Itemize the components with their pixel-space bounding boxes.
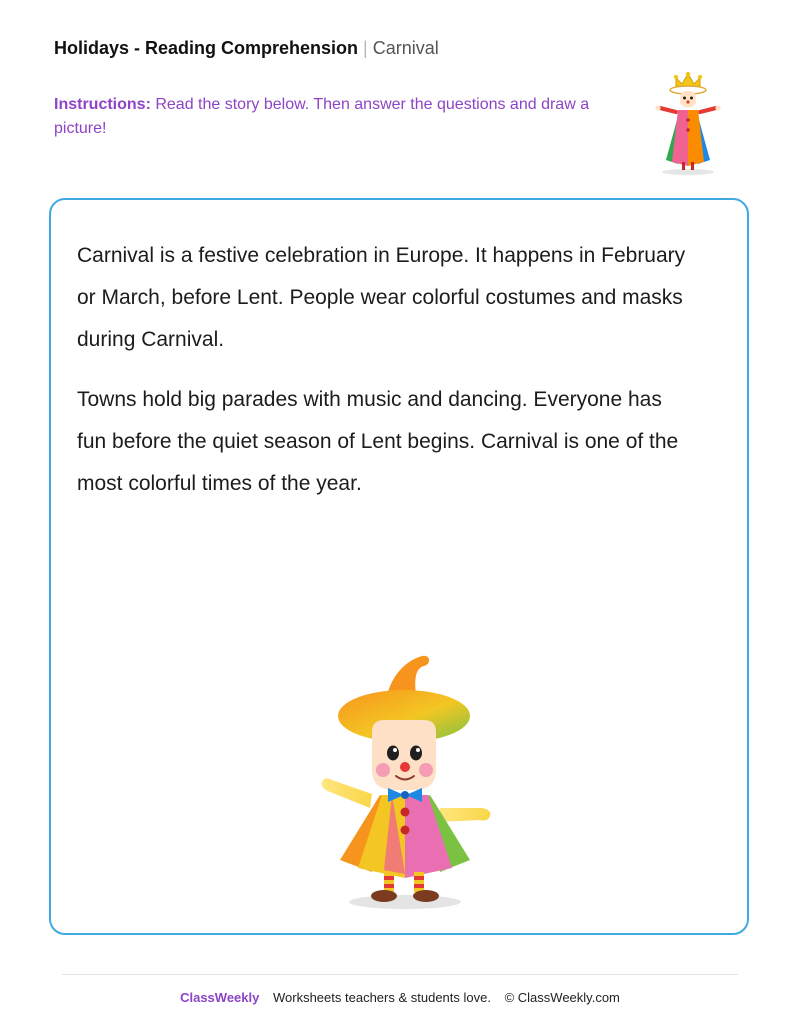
- story-paragraph: Towns hold big parades with music and dancing. Everyone has fun before the quiet season of Lent begins. Carnival is one of the most colorful times of the year.: [77, 388, 679, 495]
- story-text: [77, 235, 687, 523]
- story-paragraph: Carnival is a festive celebration in Europe. It happens in February or March, before Lent. People wear colorful costumes and masks during Carnival.: [77, 244, 686, 351]
- footer: [0, 990, 800, 1005]
- footer-copyright: © ClassWeekly.com: [504, 990, 620, 1005]
- instructions: [54, 93, 614, 141]
- worksheet-header: [54, 37, 439, 59]
- instructions-label: Instructions:: [54, 96, 151, 113]
- footer-divider: [62, 974, 738, 975]
- footer-tagline: Worksheets teachers & students love.: [272, 990, 491, 1005]
- clown-illustration: [310, 650, 500, 912]
- instructions-text: Read the story below. Then answer the questions and draw a picture!: [54, 96, 590, 137]
- footer-brand[interactable]: ClassWeekly: [180, 990, 260, 1005]
- worksheet-title: Holidays - Reading Comprehension: [54, 38, 359, 58]
- worksheet-topic: Carnival: [372, 38, 439, 58]
- title-separator: |: [363, 38, 368, 58]
- jester-clown-illustration: [652, 72, 724, 176]
